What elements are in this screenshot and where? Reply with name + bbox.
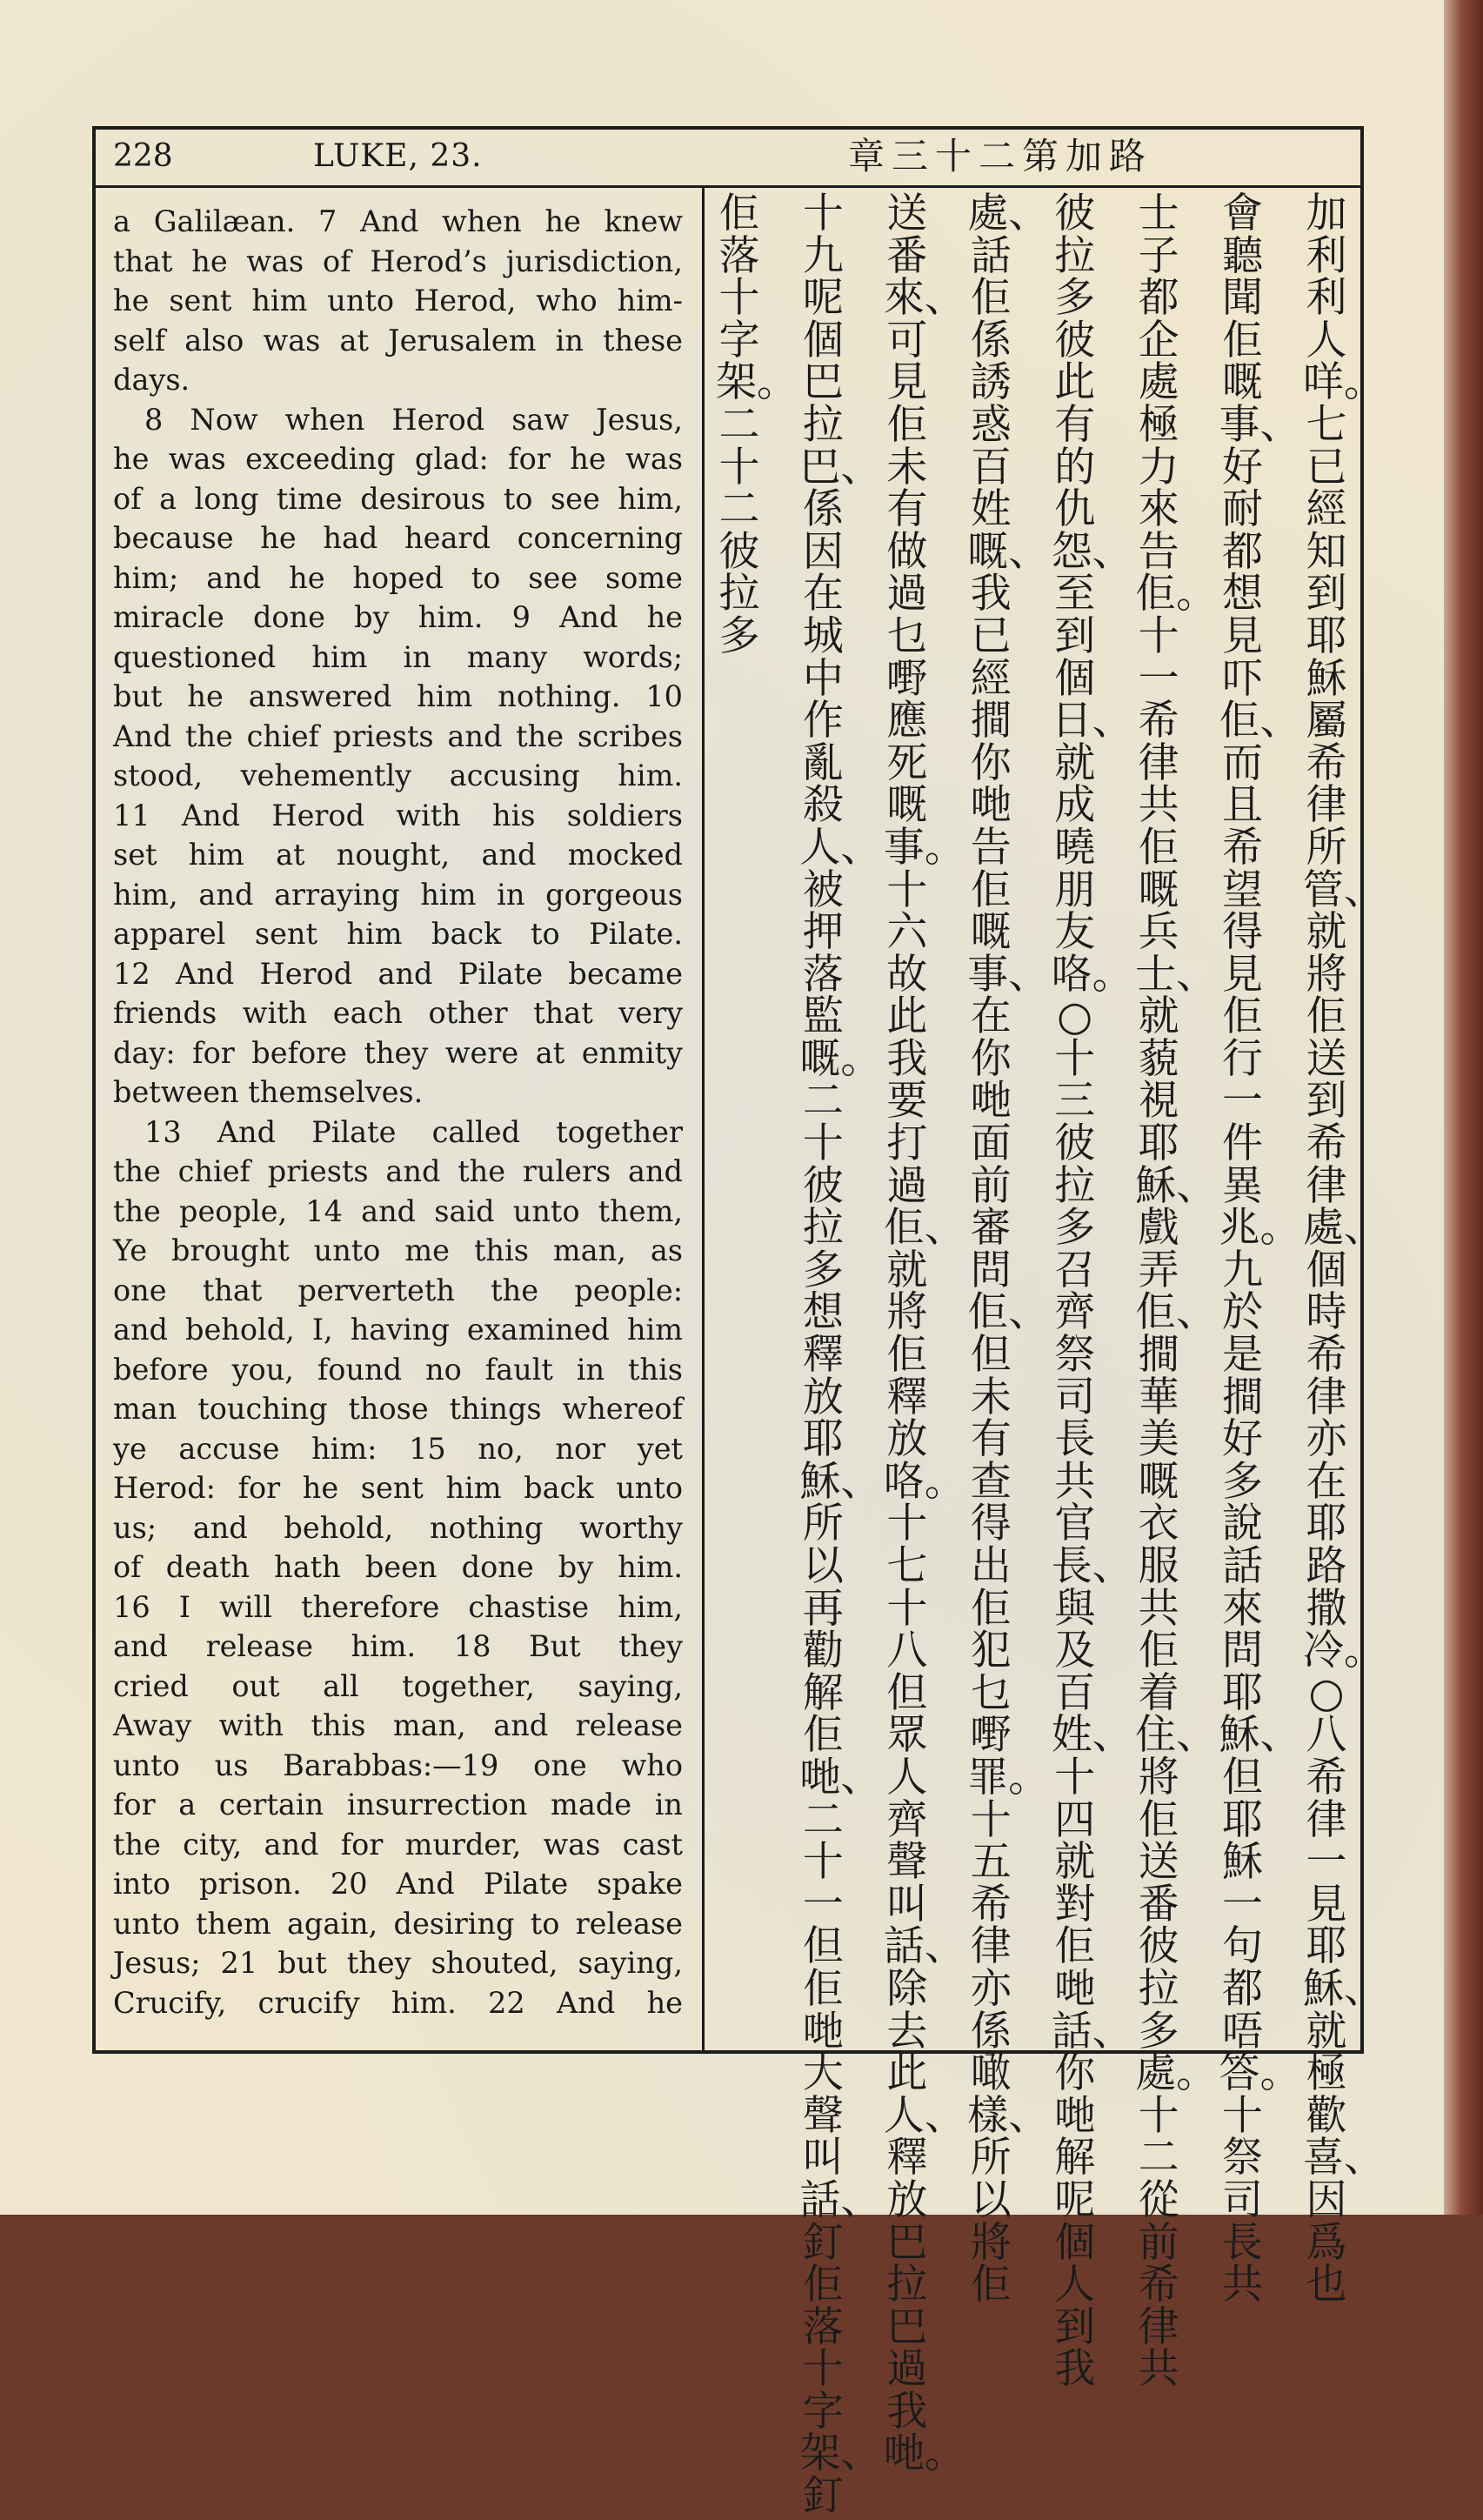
text-line: he was exceeding glad: for he was: [113, 442, 683, 476]
text-line: that he was of Herod’s jurisdiction,: [113, 244, 683, 278]
text-line: 16 I will therefore chastise him,: [113, 1589, 683, 1624]
chinese-text-column-line: 士子都企處極力來告佢。十一希律共佢嘅兵士、就藐視耶穌、戲弄佢、𢵧華美嘅衣服共佢着住、將佢送番彼拉多處。十二從前希律共: [1135, 190, 1218, 2394]
running-head-chinese: 章三十二第加路: [848, 135, 1153, 177]
text-line: ye accuse him: 15 no, nor yet: [113, 1431, 683, 1466]
text-line: and release him. 18 But they: [113, 1629, 683, 1663]
running-head-english: LUKE, 23.: [313, 138, 483, 174]
page-number: 228: [113, 138, 173, 174]
column-divider: [702, 185, 705, 2054]
text-line: days.: [113, 363, 190, 397]
text-line: but he answered him nothing. 10: [113, 679, 683, 713]
text-line: of death hath been done by him.: [113, 1550, 683, 1584]
english-text-column: [113, 202, 683, 2022]
text-line: him; and he hoped to see some: [113, 560, 683, 595]
text-line: Jesus; 21 but they shouted, saying,: [113, 1946, 683, 1980]
text-line: the people, 14 and said unto them,: [113, 1193, 683, 1228]
text-line: unto them again, desiring to release: [113, 1906, 683, 1941]
text-line: into prison. 20 And Pilate spake: [113, 1867, 683, 1901]
text-line: questioned him in many words;: [113, 639, 683, 674]
chinese-text-column-line: 送番來、可見佢未有做過乜嘢應死嘅事。十六故此我要打過佢、就將佢釋放咯。十七十八但眾人齊聲叫話、除去此人、釋放巴拉巴過我哋。: [883, 190, 965, 2478]
chinese-text-column-line: 十九呢個巴拉巴、係因在城中作亂殺人、被押落監嘅。二十彼拉多想釋放耶穌、所以再勸解佢哋、二十一但佢哋大聲叫話、釘佢落十字架、釘: [799, 190, 882, 2520]
chinese-text-column-line: 加利利人咩。七已經知到耶穌屬希律所管、就將佢送到希律處、個時希律亦在耶路撒冷。○八希律一見耶穌、就極歡喜、因爲也: [1302, 190, 1385, 2309]
text-line: one that perverteth the people:: [113, 1273, 683, 1307]
text-line: a Galilæan. 7 And when he knew: [113, 204, 683, 238]
text-line: miracle done by him. 9 And he: [113, 600, 683, 634]
text-line: day: for before they were at enmity: [113, 1035, 683, 1070]
text-line: the city, and for murder, was cast: [113, 1827, 683, 1862]
text-line: because he had heard concerning: [113, 521, 683, 555]
header-rule: [92, 185, 1364, 188]
text-line: 13 And Pilate called together: [144, 1114, 683, 1149]
book-spine-edge: [1444, 0, 1483, 2215]
text-line: him, and arraying him in gorgeous: [113, 877, 683, 912]
chinese-text-column-line: 會聽聞佢嘅事、好耐都想見吓佢、而且希望得見佢行一件異兆。九於是𢵧好多說話來問耶穌、但耶穌一句都唔答。十祭司長共: [1219, 190, 1301, 2309]
text-line: 12 And Herod and Pilate became: [113, 956, 683, 991]
text-line: us; and behold, nothing worthy: [113, 1510, 683, 1545]
text-line: the chief priests and the rulers and: [113, 1154, 683, 1188]
chinese-text-column-line: 彼拉多彼此有的仇怨、至到個日、就成曉朋友咯。○十三彼拉多召齊祭司長共官長、與及百姓、十四就對佢哋話、你哋解呢個人到我: [1051, 190, 1133, 2394]
text-line: Away with this man, and release: [113, 1708, 683, 1742]
text-line: And the chief priests and the scribes: [113, 719, 683, 753]
chinese-text-column: [709, 190, 1385, 2520]
text-line: unto us Barabbas:—19 one who: [113, 1748, 683, 1782]
text-line: he sent him unto Herod, who him-: [113, 284, 683, 318]
chinese-text-column-line: 處、話佢係誘惑百姓嘅、我已經𢵧你哋告佢嘅事、在你哋面前審問佢、但未有查得出佢犯乜嘢罪。十五希律亦係噉樣、所以將佢: [967, 190, 1050, 2309]
text-line: Ye brought unto me this man, as: [113, 1233, 683, 1267]
text-line: man touching those things whereof: [113, 1392, 683, 1426]
chinese-text-column-line: 佢落十字架。二十二彼拉多: [716, 190, 798, 660]
text-line: friends with each other that very: [113, 996, 683, 1030]
text-line: of a long time desirous to see him,: [113, 481, 683, 516]
text-line: apparel sent him back to Pilate.: [113, 917, 683, 951]
text-line: between themselves.: [113, 1075, 424, 1109]
text-line: stood, vehemently accusing him.: [113, 759, 683, 792]
text-line: for a certain insurrection made in: [113, 1788, 683, 1821]
text-line: Herod: for he sent him back unto: [113, 1471, 683, 1505]
text-line: 11 And Herod with his soldiers: [113, 798, 683, 832]
text-line: set him at nought, and mocked: [113, 838, 683, 872]
text-line: before you, found no fault in this: [113, 1352, 683, 1387]
text-line: cried out all together, saying,: [113, 1668, 683, 1703]
text-line: 8 Now when Herod saw Jesus,: [144, 402, 683, 437]
text-line: Crucify, crucify him. 22 And he: [113, 1985, 683, 2020]
text-line: and behold, I, having examined him: [113, 1313, 683, 1347]
text-line: self also was at Jerusalem in these: [113, 323, 683, 358]
